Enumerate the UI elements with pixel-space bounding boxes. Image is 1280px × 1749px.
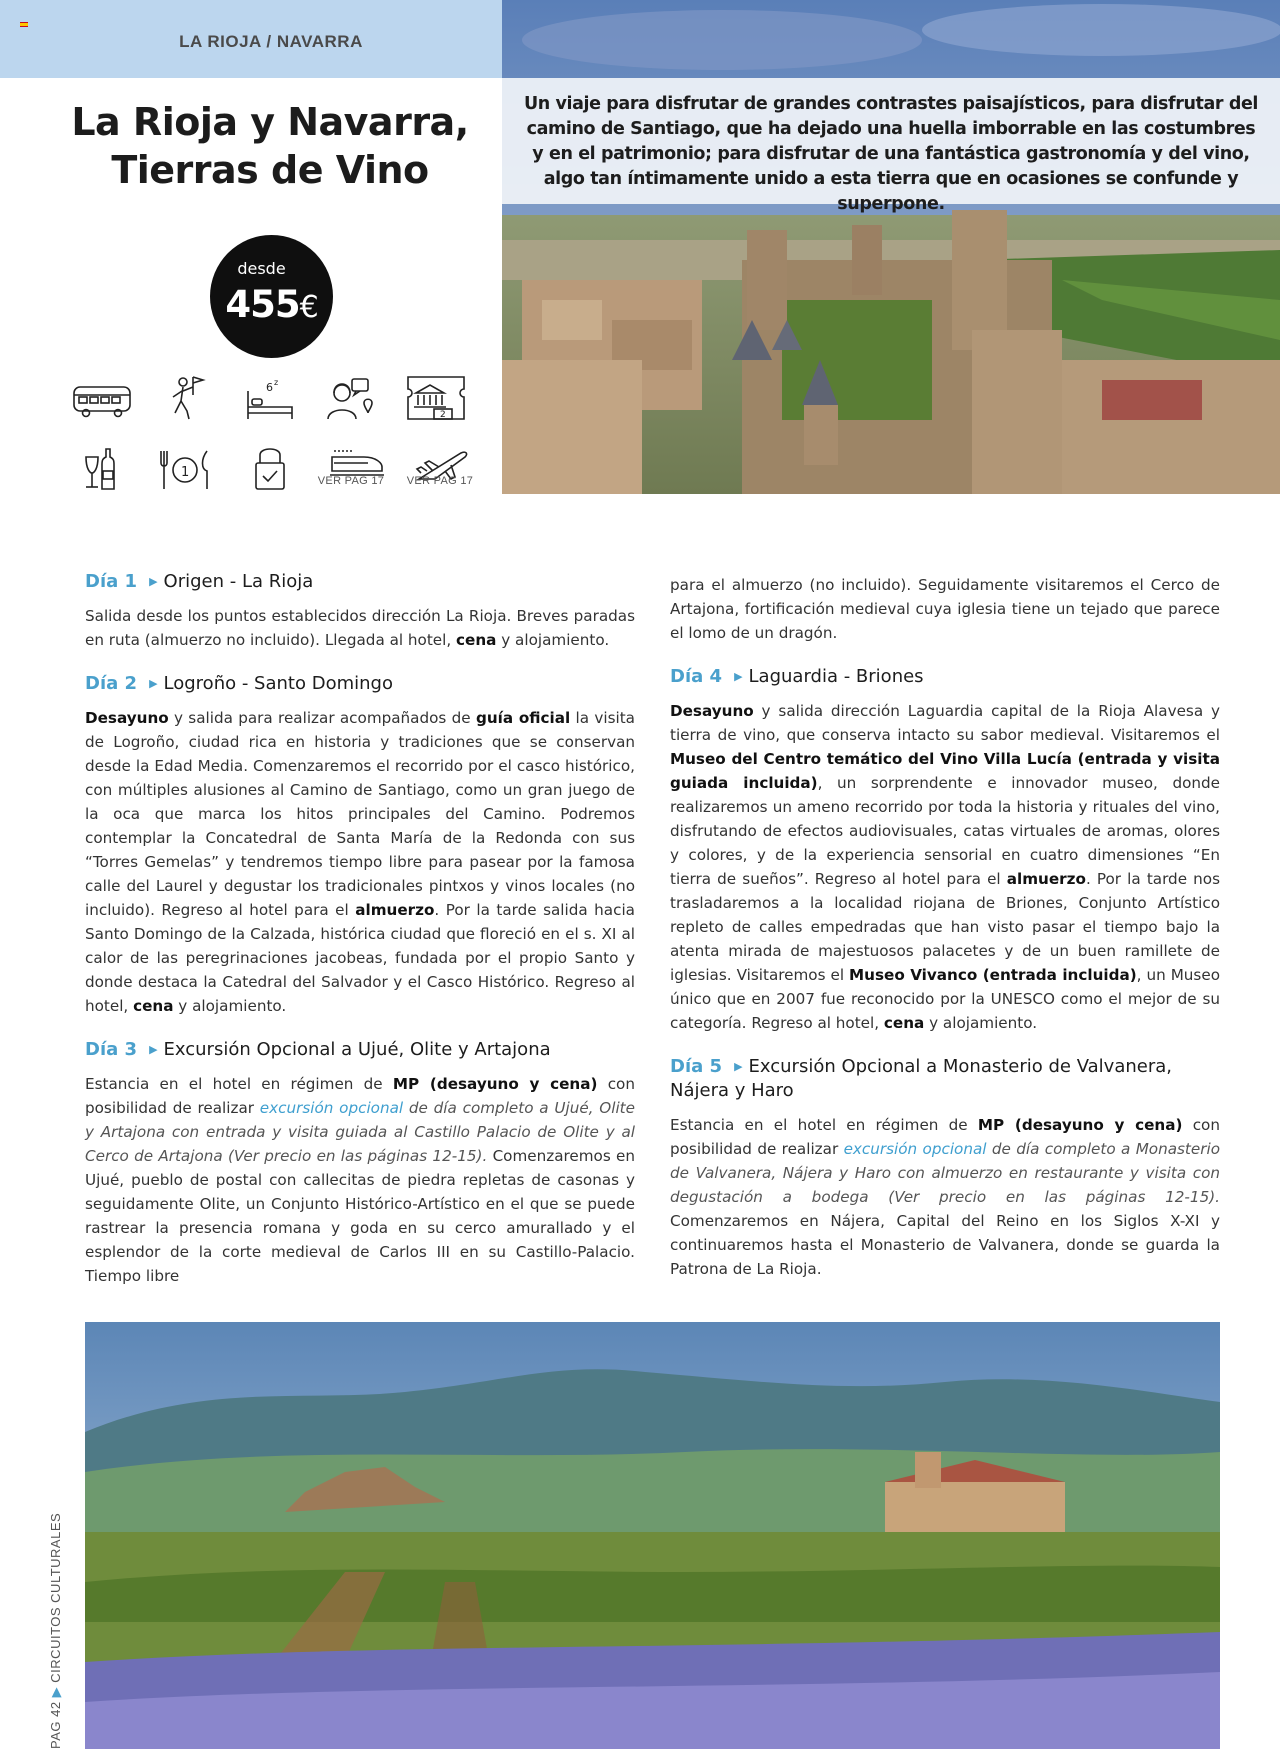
day-1-title: Origen - La Rioja	[163, 571, 314, 592]
day-2-number: Día 2	[85, 673, 138, 694]
page-number: PAG 42	[48, 1701, 63, 1749]
price-value	[210, 283, 333, 326]
svg-text:6: 6	[266, 381, 273, 394]
day-1-text: Salida desde los puntos establecidos dirección La Rioja. Breves paradas en ruta (almuerzo no incluido). Llegada al hotel, cena y alojamiento.	[85, 607, 635, 649]
spain-flag-icon	[20, 22, 28, 27]
day-3-text: Estancia en el hotel en régimen de MP (desayuno y cena) con posibilidad de realizar excursión opcional de día completo a Ujué, Olite y Artajona con entrada y visita guiada al Castillo Palacio de Olite y al Cerco de Artajona (Ver precio en las páginas 12-15). Comenzaremos en Ujué, pueblo de postal con callecitas de piedra repletas de casonas y seguidamente Olite, un Conjunto Histórico-Artístico en el que se puede rastrear la presencia romana y goda en su cerco amurallado y el esplendor de la corte medieval de Carlos III en su Castillo-Palacio. Tiempo libre	[85, 1075, 635, 1285]
day-5-heading	[670, 1055, 1220, 1103]
optional-excursion-link[interactable]: excursión opcional	[259, 1099, 404, 1117]
day-5-number: Día 5	[670, 1056, 723, 1077]
price-badge	[210, 235, 333, 358]
wine-icon	[70, 445, 134, 495]
day-4-number: Día 4	[670, 666, 723, 687]
price-currency: €	[299, 290, 318, 325]
day-4-title: Laguardia - Briones	[748, 666, 924, 687]
title-line-1: La Rioja y Navarra,	[71, 100, 469, 144]
svg-text:2: 2	[440, 410, 446, 420]
day-1-number: Día 1	[85, 571, 138, 592]
intro-text: Un viaje para disfrutar de grandes contrastes paisajísticos, para disfrutar del camino de Santiago, que ha dejado una huella imborrable en las costumbres y en el patrimonio; para disfrutar de una fantástica gastronomía y del vino, algo tan íntimamente unido a esta tierra que en ocasiones se confunde y superpone.	[523, 94, 1259, 214]
insurance-lock-icon	[238, 443, 302, 493]
region-label: LA RIOJA / NAVARRA	[179, 32, 363, 51]
itinerary-left-column	[85, 570, 635, 1308]
day-3-text-continued: para el almuerzo (no incluido). Seguidamente visitaremos el Cerco de Artajona, fortificación medieval cuya iglesia tiene un tejado que parece el lomo de un dragón.	[670, 576, 1220, 642]
hotel-bed-icon	[238, 375, 302, 425]
plane-caption: VER PAG 17	[406, 475, 474, 487]
side-footer	[48, 1513, 64, 1749]
bus-icon	[70, 375, 134, 425]
day-5-title: Excursión Opcional a Monasterio de Valvanera, Nájera y Haro	[670, 1056, 1172, 1101]
section-name: CIRCUITOS CULTURALES	[48, 1512, 63, 1683]
price-amount: 455	[225, 283, 300, 326]
itinerary-right-column	[670, 573, 1220, 1301]
day-3-number: Día 3	[85, 1039, 138, 1060]
arrow-right-icon: ▶	[149, 575, 158, 588]
arrow-right-icon: ▶	[149, 1043, 158, 1056]
guided-person-icon	[318, 373, 382, 423]
arrow-right-icon: ▶	[734, 670, 743, 683]
page-title	[20, 98, 520, 194]
day-1-heading	[85, 570, 635, 594]
day-4-text: Desayuno y salida dirección Laguardia capital de la Rioja Alavesa y tierra de vino, que conserva intacto su sabor medieval. Visitaremos el Museo del Centro temático del Vino Villa Lucía (entrada y visita guiada incluida), un sorprendente e innovador museo, donde realizaremos un ameno recorrido por toda la historia y rituales del vino, disfrutando de efectos audiovisuales, catas virtuales de aromas, olores y colores, y de la experiencia sensorial en cuatro dimensiones “En tierra de sueños”. Regreso al hotel para el almuerzo. Por la tarde nos trasladaremos a la localidad riojana de Briones, Conjunto Artístico repleto de calles empedradas que han visto pasar el tiempo bajo la atenta mirada de majestuosos palacetes y de un buen ramillete de iglesias. Visitaremos el Museo Vivanco (entrada incluida), un Museo único que en 2007 fue reconocido por la UNESCO como el mejor de su categoría. Regreso al hotel, cena y alojamiento.	[670, 702, 1220, 1032]
day-2-title: Logroño - Santo Domingo	[163, 673, 393, 694]
museum-ticket-icon	[404, 373, 468, 423]
day-5-text: Estancia en el hotel en régimen de MP (desayuno y cena) con posibilidad de realizar excursión opcional de día completo a Monasterio de Valvanera, Nájera y Haro con almuerzo en restaurante y visita con degustación a bodega (Ver precio en las páginas 12-15). Comenzaremos en Nájera, Capital del Reino en los Siglos X-XI y continuaremos hasta el Monasterio de Valvanera, donde se guarda la Patrona de La Rioja.	[670, 1116, 1220, 1278]
optional-excursion-link[interactable]: excursión opcional	[843, 1140, 987, 1158]
arrow-right-icon: ▶	[734, 1060, 743, 1073]
guide-icon	[155, 373, 219, 423]
price-from-label: desde	[237, 259, 286, 278]
svg-text:z: z	[274, 378, 279, 387]
hero-castle-photo	[502, 0, 1280, 494]
day-4-heading	[670, 665, 1220, 689]
vineyard-landscape-photo	[85, 1322, 1220, 1749]
svg-text:1: 1	[181, 465, 190, 480]
day-2-heading	[85, 672, 635, 696]
title-line-2: Tierras de Vino	[111, 148, 429, 192]
arrow-right-icon: ▶	[48, 1682, 63, 1702]
day-3-heading	[85, 1038, 635, 1062]
train-caption: VER PAG 17	[317, 475, 385, 487]
intro-band	[502, 78, 1280, 214]
day-2-text: Desayuno y salida para realizar acompañados de guía oficial la visita de Logroño, ciudad rica en historia y tradiciones que se conservan desde la Edad Media. Comenzaremos el recorrido por el casco histórico, con múltiples alusiones al Camino de Santiago, como un gran juego de la oca que marca los hitos principales del Camino. Podremos contemplar la Concatedral de Santa María de la Redonda con sus “Torres Gemelas” y tendremos tiempo libre para pasear por la famosa calle del Laurel y degustar los tradicionales pintxos y vinos locales (no incluido). Regreso al hotel para el almuerzo. Por la tarde salida hacia Santo Domingo de la Calzada, histórica ciudad que floreció en el s. XI al calor de las peregrinaciones jacobeas, fundada por el propio Santo y donde destaca la Catedral del Salvador y el Casco Histórico. Regreso al hotel, cena y alojamiento.	[85, 709, 635, 1015]
meal-icon	[155, 445, 219, 495]
day-3-title: Excursión Opcional a Ujué, Olite y Artajona	[163, 1039, 551, 1060]
arrow-right-icon: ▶	[149, 677, 158, 690]
